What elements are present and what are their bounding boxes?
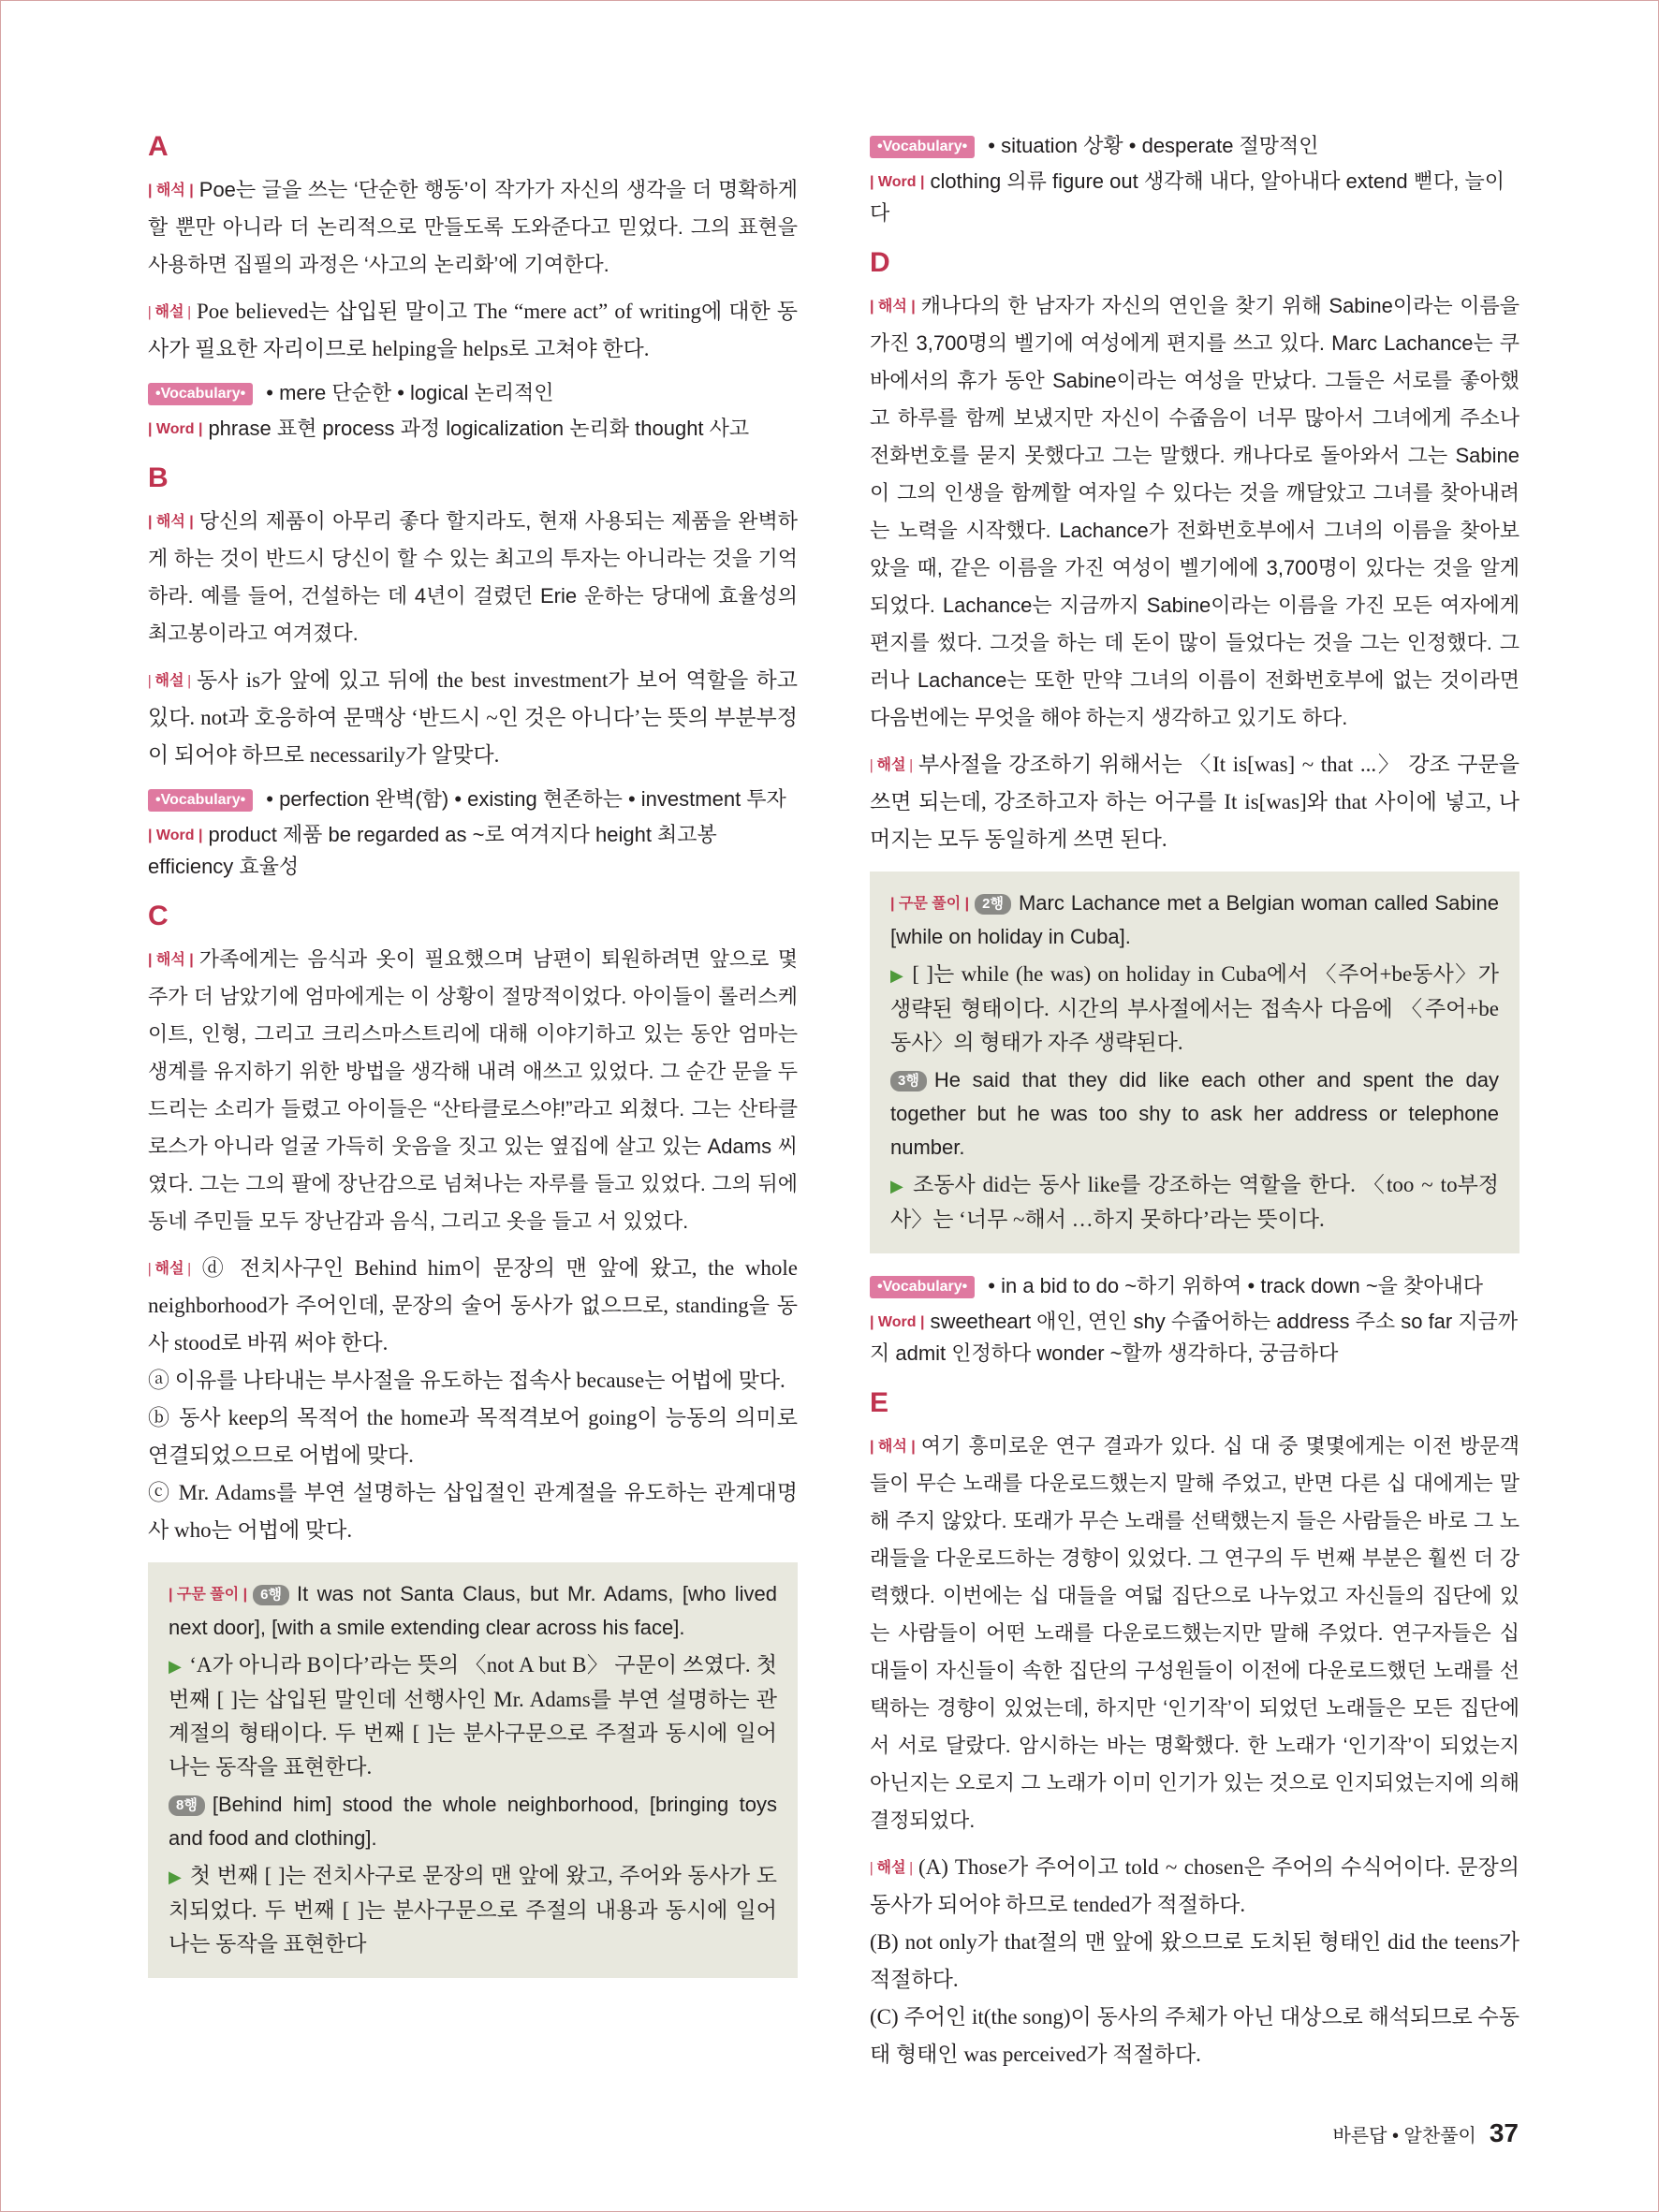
word-line: | Word | phrase 표현 process 과정 logicalization 논리화 thought 사고 [148, 417, 750, 440]
section-c-exp-c: ⓒ Mr. Adams를 부연 설명하는 삽입절인 관계절을 유도하는 관계대명사 who는 어법에 맞다. [148, 1481, 798, 1542]
structure-box [148, 1562, 798, 1978]
section-c-exp-b: ⓑ 동사 keep의 목적어 the home과 목적격보어 going이 능동의 의미로 연결되었으므로 어법에 맞다. [148, 1406, 798, 1467]
section-a-explanation: | 해설 | Poe believed는 삽입된 말이고 The “mere act” of writing에 대한 동사가 필요한 자리이므로 helping을 helps로 고쳐야 한다. [148, 300, 798, 360]
right-column [870, 130, 1520, 2083]
translation-label: | 해석 | [148, 952, 194, 968]
explanation-label: | 해설 | [148, 304, 191, 320]
structure-line-1: | 구문 풀이 | 6행 It was not Santa Claus, but Mr. Adams, [who lived next door], [with a smile extending clear across his face]. [169, 1582, 777, 1639]
structure-label: | 구문 풀이 | [890, 896, 970, 912]
word-line: | Word | sweetheart 애인, 연인 shy 수줍어하는 address 주소 so far 지금까지 admit 인정하다 wonder ~할까 생각하다, 궁금하다 [870, 1310, 1519, 1365]
vocabulary-badge: •Vocabulary• [148, 789, 253, 812]
section-b-words [148, 784, 798, 883]
section-d [870, 246, 1520, 1370]
structure-note-2: ▶ 첫 번째 [ ]는 전치사구로 문장의 맨 앞에 왔고, 주어와 동사가 도치되었다. 두 번째 [ ]는 분사구문으로 주절의 내용과 동시에 일어나는 동작을 표현한다 [169, 1864, 777, 1956]
triangle-arrow-icon: ▶ [890, 966, 905, 985]
vocabulary-line: •Vocabulary• • perfection 완벽(함) • existing 현존하는 • investment 투자 [148, 784, 798, 815]
section-d-explanation: | 해설 | 부사절을 강조하기 위해서는 〈It is[was] ~ that ...〉 강조 구문을 쓰면 되는데, 강조하고자 하는 어구를 It is[was]와 that 사이에 넣고, 나머지는 모두 동일하게 쓰면 된다. [870, 753, 1520, 851]
vocabulary-badge: •Vocabulary• [148, 383, 253, 405]
word-label: | Word | [870, 174, 925, 190]
word-label: | Word | [870, 1314, 925, 1330]
triangle-arrow-icon: ▶ [169, 1868, 183, 1886]
line-badge: 3행 [890, 1071, 927, 1091]
explanation-label: | 해설 | [148, 673, 191, 689]
section-d-translation: | 해석 | 캐나다의 한 남자가 자신의 연인을 찾기 위해 Sabine이라는 이름을 가진 3,700명의 벨기에 여성에게 편지를 쓰고 있다. Marc Lachance는 쿠바에서의 휴가 동안 Sabine이라는 여성을 만났다. 그들은 서로를 좋아했고 하루를 함께 보냈지만 자신이 수줍음이 너무 많아서 그녀에게 주소나 전화번호를 묻지 못했다고 그는 말했다. 캐나다로 돌아와서 그는 Sabine이 그의 인생을 함께할 여자일 수 있다는 것을 깨달았고 그녀를 찾아내려는 노력을 시작했다. Lachance가 전화번호부에서 그녀의 이름을 찾아보았을 때, 같은 이름을 가진 여성이 벨기에에 3,700명이 있다는 것을 알게 되었다. Lachance는 지금까지 Sabine이라는 이름을 가진 모든 여자에게 편지를 썼다. 그것을 하는 데 돈이 많이 들었다는 것을 그는 인정했다. 그러나 Lachance는 또한 만약 그녀의 이름이 전화번호부에 없는 것이라면 다음번에는 무엇을 해야 하는지 생각하고 있기도 하다. [870, 294, 1520, 729]
explanation-label: | 해설 | [148, 1261, 191, 1277]
section-c [148, 900, 798, 1978]
vocabulary-badge: •Vocabulary• [870, 1276, 975, 1298]
word-line: | Word | clothing 의류 figure out 생각해 내다, 알아내다 extend 뻗다, 늘이다 [870, 169, 1505, 225]
section-b-explanation: | 해설 | 동사 is가 앞에 있고 뒤에 the best investment가 보어 역할을 하고 있다. not과 호응하여 문맥상 ‘반드시 ~인 것은 아니다’는 뜻의 부분부정이 되어야 하므로 necessarily가 알맞다. [148, 668, 798, 767]
explanation-label: | 해설 | [870, 1860, 913, 1876]
vocabulary-badge: •Vocabulary• [870, 136, 975, 158]
word-label: | Word | [148, 828, 203, 843]
vocabulary-line: •Vocabulary• • situation 상황 • desperate 절망적인 [870, 130, 1520, 162]
structure-line-1: | 구문 풀이 | 2행 Marc Lachance met a Belgian woman called Sabine [while on holiday in Cuba]. [890, 891, 1499, 948]
word-line: | Word | product 제품 be regarded as ~로 여겨지다 height 최고봉 efficiency 효율성 [148, 823, 717, 878]
translation-label: | 해석 | [148, 514, 194, 530]
section-e-translation: | 해석 | 여기 흥미로운 연구 결과가 있다. 십 대 중 몇몇에게는 이전 방문객들이 무슨 노래를 다운로드했는지 말해 주었고, 반면 다른 십 대에게는 말해 주지 않았다. 또래가 무슨 노래를 선택했는지 들은 사람들은 바로 그 노래들을 다운로드하는 경향이 있었다. 그 연구의 두 번째 부분은 훨씬 더 강력했다. 이번에는 십 대들을 여덟 집단으로 나누었고 자신들의 집단에 있는 사람들이 어떤 노래를 다운로드했는지만 말해 주었다. 연구자들은 십 대들이 자신들이 속한 집단의 구성원들이 이전에 다운로드했던 노래를 선택하는 경향이 있었는데, 하지만 ‘인기작’이 되었던 노래들은 모든 집단에서 서로 달랐다. 암시하는 바는 명확했다. 한 노래가 ‘인기작’이 되었는지 아닌지는 오로지 그 노래가 이미 인기가 있는 것으로 인지되었는지에 의해 결정되었다. [870, 1434, 1520, 1832]
translation-label: | 해석 | [870, 299, 916, 315]
section-b [148, 461, 798, 883]
word-label: | Word | [148, 421, 203, 437]
vocabulary-line: •Vocabulary• • in a bid to do ~하기 위하여 • track down ~을 찾아내다 [870, 1270, 1520, 1302]
section-c-translation: | 해석 | 가족에게는 음식과 옷이 필요했으며 남편이 퇴원하려면 앞으로 몇 주가 더 남았기에 엄마에게는 이 상황이 절망적이었다. 아이들이 롤러스케이트, 인형, 그리고 크리스마스트리에 대해 이야기하고 있는 동안 엄마는 생계를 유지하기 위한 방법을 생각해 내려 애쓰고 있었다. 그 순간 문을 두드리는 소리가 들렸고 아이들은 “산타클로스야!”라고 외쳤다. 그는 산타클로스가 아니라 얼굴 가득히 웃음을 짓고 있는 옆집에 살고 있는 Adams 씨였다. 그는 그의 팔에 장난감으로 넘쳐나는 자루를 들고 있었다. 그의 뒤에 동네 주민들 모두 장난감과 음식, 그리고 옷을 들고 서 있었다. [148, 947, 798, 1233]
triangle-arrow-icon: ▶ [169, 1657, 183, 1676]
section-e-title: E [870, 1387, 889, 1418]
section-e-exp-c: (C) 주어인 it(the song)이 동사의 주체가 아닌 대상으로 해석되므로 수동태 형태인 was perceived가 적절하다. [870, 2005, 1520, 2066]
translation-label: | 해석 | [870, 1439, 916, 1455]
line-badge: 2행 [975, 894, 1011, 915]
page-number: 37 [1489, 2118, 1519, 2147]
structure-note-2: ▶ 조동사 did는 동사 like를 강조하는 역할을 한다. 〈too ~ to부정사〉는 ‘너무 ~해서 …하지 못하다’라는 뜻이다. [890, 1173, 1500, 1231]
vocabulary-line: •Vocabulary• • mere 단순한 • logical 논리적인 [148, 377, 798, 409]
book-title: 바른답 • 알찬풀이 [1332, 2126, 1476, 2146]
line-badge: 6행 [253, 1585, 289, 1605]
section-c-title: C [148, 901, 169, 931]
section-b-translation: | 해석 | 당신의 제품이 아무리 좋다 할지라도, 현재 사용되는 제품을 완벽하게 하는 것이 반드시 당신이 할 수 있는 최고의 투자는 아니라는 것을 기억하라. 예를 들어, 건설하는 데 4년이 걸렸던 Erie 운하는 당대에 효율성의 최고봉이라고 여겨졌다. [148, 509, 798, 645]
line-badge: 8행 [169, 1795, 205, 1816]
section-e-exp-b: (B) not only가 that절의 맨 앞에 왔으므로 도치된 형태인 did the teens가 적절하다. [870, 1930, 1520, 1991]
structure-note-1: ▶ ‘A가 아니라 B이다’라는 뜻의 〈not A but B〉 구문이 쓰였다. 첫 번째 [ ]는 삽입된 말인데 선행사인 Mr. Adams를 부연 설명하는 관계절의 형태이다. 두 번째 [ ]는 분사구문으로 주절과 동시에 일어나는 동작을 표현한다. [169, 1653, 778, 1779]
section-c-explanation: | 해설 | ⓓ 전치사구인 Behind him이 문장의 맨 앞에 왔고, the whole neighborhood가 주어인데, 문장의 술어 동사가 없으므로, standing을 동사 stood로 바꿔 써야 한다. [148, 1256, 798, 1355]
translation-label: | 해석 | [148, 183, 194, 198]
structure-line-2: 8행 [Behind him] stood the whole neighborhood, [bringing toys and food and clothing]. [169, 1793, 777, 1850]
section-a-title: A [148, 131, 169, 162]
section-e [870, 1386, 1520, 2073]
structure-line-2: 3행 He said that they did like each other and spent the day together but he was too shy to ask her address or telephone number. [890, 1068, 1499, 1159]
section-a-words [148, 377, 798, 445]
section-a [148, 130, 798, 445]
section-d-title: D [870, 247, 890, 278]
section-b-title: B [148, 462, 169, 493]
section-e-explanation: | 해설 | (A) Those가 주어이고 told ~ chosen은 주어의 수식어이다. 문장의 동사가 되어야 하므로 tended가 적절하다. [870, 1855, 1520, 1916]
section-c-exp-a: ⓐ 이유를 나타내는 부사절을 유도하는 접속사 because는 어법에 맞다. [148, 1369, 785, 1392]
structure-box [870, 872, 1520, 1253]
structure-note-1: ▶ [ ]는 while (he was) on holiday in Cuba에서 〈주어+be동사〉가 생략된 형태이다. 시간의 부사절에서는 접속사 다음에 〈주어+be동사〉의 형태가 자주 생략된다. [890, 962, 1500, 1054]
section-d-words [870, 1270, 1520, 1370]
section-a-translation: | 해석 | Poe는 글을 쓰는 ‘단순한 행동’이 작가가 자신의 생각을 더 명확하게 할 뿐만 아니라 더 논리적으로 만들도록 도와준다고 믿었다. 그의 표현을 사용하면 집필의 과정은 ‘사고의 논리화’에 기여한다. [148, 178, 798, 276]
triangle-arrow-icon: ▶ [890, 1177, 906, 1195]
structure-label: | 구문 풀이 | [169, 1587, 248, 1603]
section-c-words [870, 130, 1520, 229]
page-footer [1332, 2118, 1519, 2148]
explanation-label: | 해설 | [870, 757, 913, 773]
left-column [148, 130, 798, 1995]
